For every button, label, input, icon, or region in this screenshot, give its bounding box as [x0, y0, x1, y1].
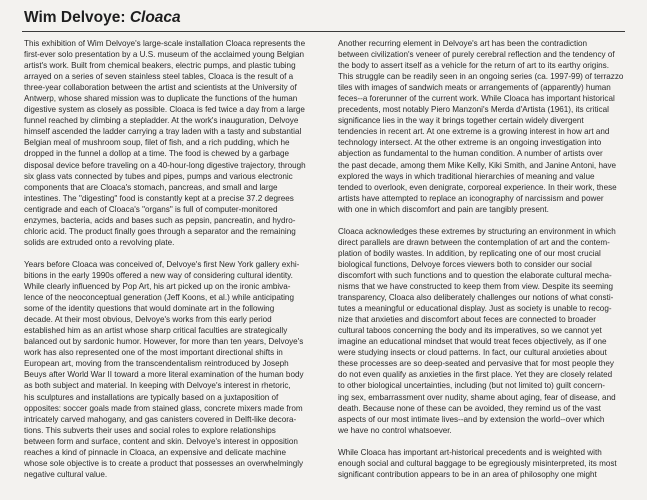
text-line: funnel reached by climbing a stepladder. At the work's inauguration, Delvoye [24, 116, 299, 126]
title-prefix: Wim Delvoye: [24, 9, 130, 26]
text-line: himself ascended the ladder carrying a tray laden with a tasty and substantial [24, 127, 302, 137]
text-line: intestines. The "digesting" food is constantly kept at a precise 37.2 degrees [24, 193, 294, 203]
text-line: feces--a forerunner of the current work. While Cloaca has important historical [338, 94, 615, 104]
text-line: plation of bodily wastes. In addition, by replicating one of our most crucial [338, 248, 601, 258]
text-line: as both subject and material. In keeping with Delvoye's interest in rhetoric, [24, 381, 291, 391]
text-line: nisms that we have constructed to keep them from view. Despite its seeming [338, 282, 614, 292]
text-line: significance lies in the way it brings together certain widely divergent [338, 116, 584, 126]
title-divider [22, 31, 625, 32]
text-line: death. Because none of these can be avoided, they remind us of the vast [338, 403, 601, 413]
text-line: with one in which discomfort and pain are tangibly present. [338, 204, 549, 214]
text-line: Antwerp, whose shared mission was to duplicate the functions of the human [24, 94, 298, 104]
text-line: opposites: soccer goals made from stained glass, concrete mixers made from [24, 403, 303, 413]
text-line: This struggle can be readily seen in an ongoing series (ca. 1997-99) of terrazzo [338, 72, 624, 82]
text-line: these processes are so deep-seated and pervasive that for most people they [338, 359, 614, 369]
text-line: tions. This subverts their uses and social roles to explore relationships [24, 425, 276, 435]
text-line: negative cultural value. [24, 469, 108, 479]
text-line: first-ever solo presentation by a U.S. museum of the acclaimed young Belgian [24, 50, 305, 60]
text-line: imagine an educational mindset that would treat feces objectively, as if one [338, 337, 607, 347]
text-line: European art, moving from the transcendentalism reintroduced by Joseph [24, 359, 289, 369]
text-line: to other biological uncertainties, including (but not limited to) guilt concern- [338, 381, 605, 391]
text-line: balanced out by sardonic humor. However, for more than ten years, Delvoye's [24, 337, 304, 347]
text-line: disposal device before traveling on a 40-hour-long digestive trajectory, through [24, 160, 306, 170]
text-line: his sculptures and installations are typically based on a juxtaposition of [24, 392, 279, 402]
text-line: Cloaca acknowledges these extremes by structuring an environment in which [338, 226, 616, 236]
text-line: chloric acid. The product finally goes through a separator and the remaining [24, 226, 296, 236]
text-line: digestive system as closely as possible. Cloaca is fed twice a day from a large [24, 105, 305, 115]
left-column [24, 38, 309, 491]
text-line: reaches a kind of pinnacle in Cloaca, an expensive and delicate machine [24, 447, 286, 457]
text-line: Beuys after World War II toward a more literal examination of the human body [24, 370, 304, 380]
text-line: established him as an artist whose sharp critical faculties are strategically [24, 326, 288, 336]
text-line: aspects of our most intimate lives--and by extension the world--over which [338, 414, 605, 424]
text-line: While clearly influenced by Pop Art, his art picked up on the ironic ambiva- [24, 282, 291, 292]
text-line: biological functions, Delvoye forces viewers both to consider our social [338, 259, 592, 269]
text-line: artist's work. Built from chemical beakers, electric pumps, and plastic tubing [24, 61, 296, 71]
text-line: enzymes, bacteria, acids and bases such as pepsin, pancreatin, and hydro- [24, 215, 296, 225]
text-line: solids are extruded onto a revolving plate. [24, 237, 175, 247]
document-title [24, 9, 181, 27]
text-line: we have no control whatsoever. [338, 425, 452, 435]
text-line: tutes a meaningful or educational display. Just as society is unable to recog- [338, 304, 612, 314]
text-line: precedents, most notably Piero Manzoni's Merda d'Artista (1961), its critical [338, 105, 609, 115]
text-line: ing sex, embarrassment over nudity, shame about aging, fear of disease, and [338, 392, 616, 402]
text-line: lence of the neoconceptual generation (Jeff Koons, et al.) while anticipating [24, 293, 294, 303]
text-line: explored the ways in which traditional hierarchies of meaning and value [338, 171, 595, 181]
text-line: between civilization's veneer of purely cerebral reflection and the tendency of [338, 50, 615, 60]
text-line: enough social and cultural baggage to be egregiously misinterpreted, its most [338, 458, 617, 468]
text-line: cultural taboos concerning the body and its imperatives, so we cannot yet [338, 326, 602, 336]
text-line: discomfort with such functions and to question the elaborate cultural mecha- [338, 270, 612, 280]
text-line: direct parallels are drawn between the contemplation of art and the contem- [338, 237, 610, 247]
text-line: This exhibition of Wim Delvoye's large-scale installation Cloaca represents the [24, 39, 306, 48]
text-line: components that are Cloaca's stomach, pancreas, and small and large [24, 182, 278, 192]
text-line: significant contribution appears to be in an area of philosophy one might [338, 469, 597, 479]
text-line: abjection as fundamental to the human condition. A number of artists over [338, 149, 603, 159]
text-line: Years before Cloaca was conceived of, Delvoye's first New York gallery exhi- [24, 259, 300, 269]
right-paragraph-2 [338, 226, 623, 436]
text-line: decade. At their most obvious, Delvoye's works from this early period [24, 315, 272, 325]
text-line: work has also represented one of the most important directional shifts in [24, 348, 283, 358]
right-column [338, 38, 623, 491]
text-line: transparency, Cloaca also deliberately challenges our notions of what consti- [338, 293, 614, 303]
text-line: tiles with images of sandwich meats or arrangements of (apparently) human [338, 83, 611, 93]
text-line: between form and surface, content and skin. Delvoye's interest in opposition [24, 436, 298, 446]
text-line: Belgian meal of mushroom soup, filet of fish, and a rich pudding, which he [24, 138, 290, 148]
text-line: Another recurring element in Delvoye's art has been the contradiction [338, 39, 588, 48]
text-line: dropped in the funnel a dollop at a time. The food is chewed by a garbage [24, 149, 289, 159]
left-paragraph-2 [24, 259, 309, 480]
text-line: some of the identity questions that would dominate art in the following [24, 304, 275, 314]
left-paragraph-1 [24, 38, 309, 248]
text-line: arrayed on a series of seven stainless steel tables, Cloaca is the result of a [24, 72, 294, 82]
text-line: the body to assert itself as a vehicle for the return of art to its earthy origins. [338, 61, 609, 71]
title-italic: Cloaca [129, 9, 181, 26]
right-paragraph-3 [338, 447, 623, 480]
right-paragraph-1 [338, 38, 623, 215]
text-line: tended to overlook, even denigrate, corporeal experience. In their work, these [338, 182, 617, 192]
text-line: do not even qualify as anxieties in the first place. Yet they are closely related [338, 370, 613, 380]
text-line: centigrade and each of Cloaca's "organs" is full of computer-monitored [24, 204, 278, 214]
text-line: technology intersect. At the other extreme is an ongoing investigation into [338, 138, 602, 148]
text-line: the past decade, among them Mike Kelly, Kiki Smith, and Janine Antoni, have [338, 160, 617, 170]
text-line: artists have attempted to replace an iconography of narcissism and power [338, 193, 604, 203]
text-line: six glass vats connected by tubes and pipes, pumps and various electronic [24, 171, 293, 181]
text-line: bitions in the early 1990s offered a new way of considering cultural identity. [24, 270, 293, 280]
text-line: While Cloaca has important art-historical precedents and is weighted with [338, 447, 602, 457]
text-line: whose sole objective is to create a product that possesses an overwhelmingly [24, 458, 304, 468]
text-line: nize that anxieties and discomfort about feces are connected to broader [338, 315, 596, 325]
text-line: were studying insects or cloud patterns. In fact, our cultural anxieties about [338, 348, 607, 358]
text-line: intricately carved mahogany, and gas canisters covered in Delft-like decora- [24, 414, 297, 424]
text-line: tendencies in recent art. At one extreme is a growing interest in how art and [338, 127, 610, 137]
text-line: three-year collaboration between the artist and scientists at the University of [24, 83, 297, 93]
